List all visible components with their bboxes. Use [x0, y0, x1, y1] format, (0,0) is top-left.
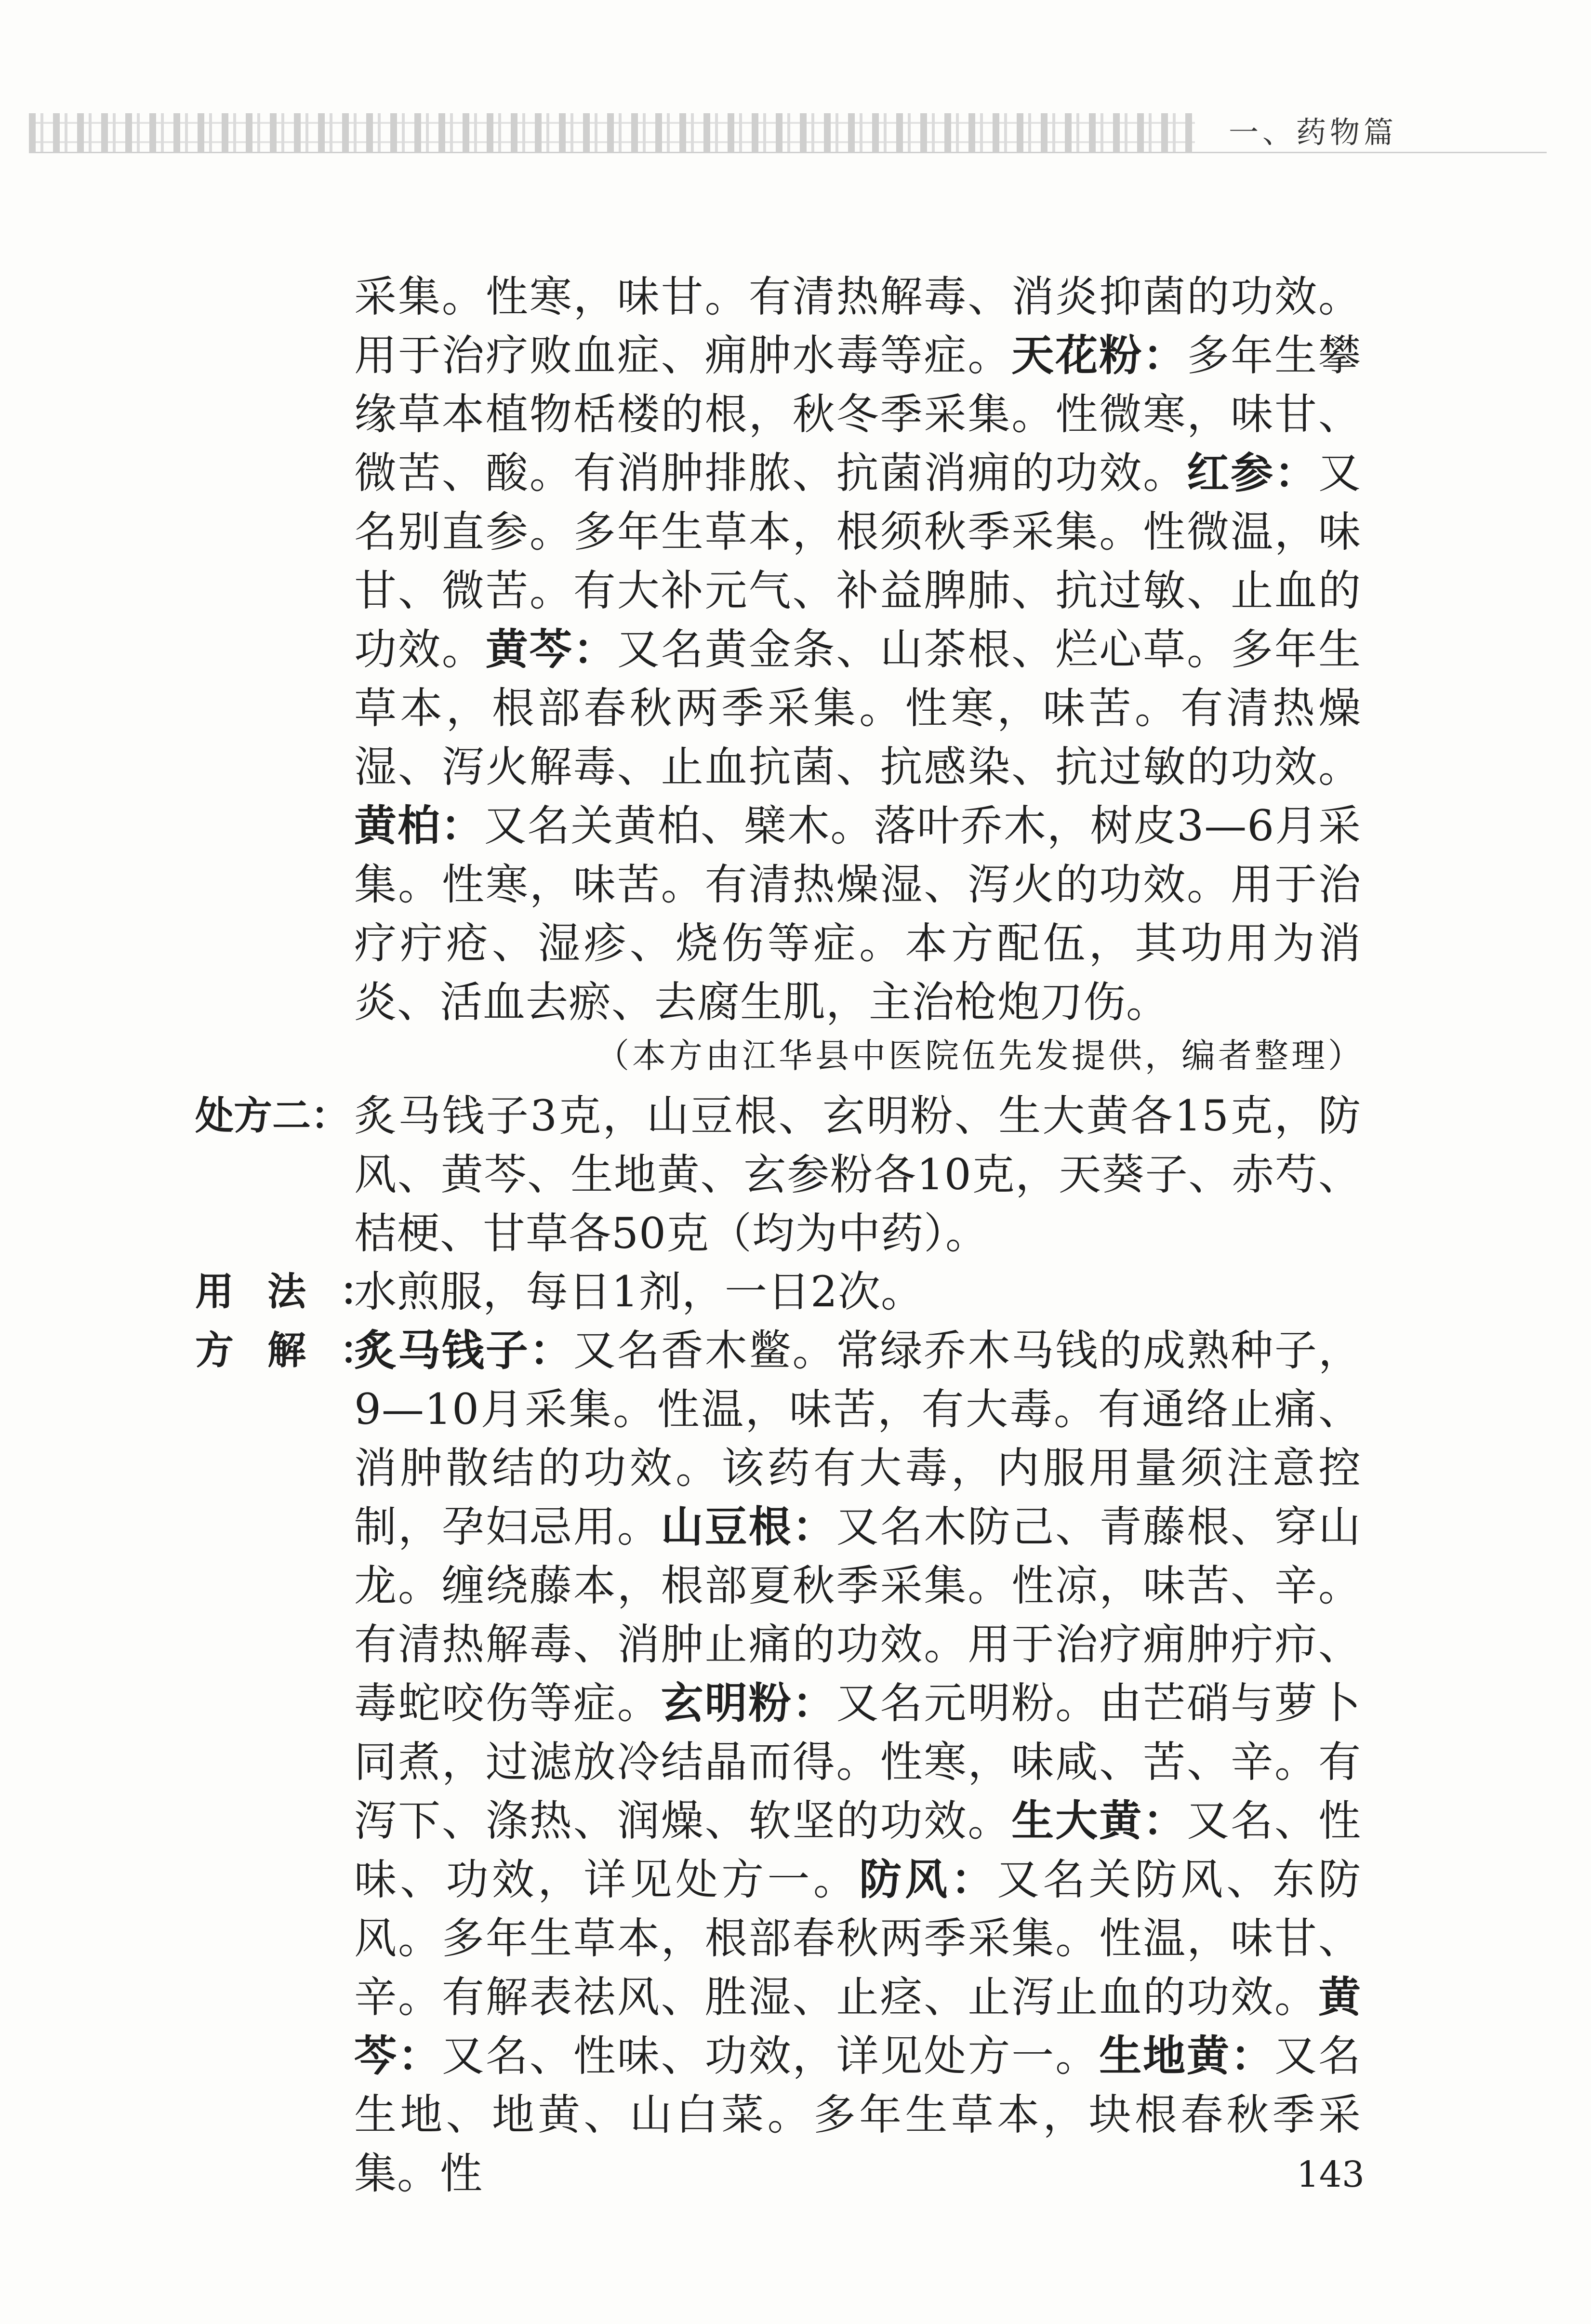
herb-name: 黄芩：	[485, 624, 617, 674]
herb-name: 生大黄：	[1011, 1796, 1187, 1846]
text-segment: 又名生地、地黄、山白菜。多年生草本，块根春秋季采集。性	[354, 2031, 1361, 2198]
chapter-title: 一、药物篇	[1229, 115, 1398, 150]
text-segment: 又名木防己、青藤根、穿山龙。缠绕藤本，根部夏秋季采集。性凉，味苦、辛。有清热解毒、消肿止痛的功效。用于治疗痈肿疔疖、毒蛇咬伤等症。	[354, 1502, 1361, 1728]
source-attribution: （本方由江华县中医院伍先发提供，编者整理）	[596, 1036, 1365, 1076]
paragraph-continuation	[354, 267, 1361, 1032]
section-label: 用法：	[195, 1269, 412, 1314]
herb-name: 玄明粉：	[661, 1678, 836, 1728]
text-segment: 又名关黄柏、檗木。落叶乔木，树皮3—6月采集。性寒，味苦。有清热燥湿、泻火的功效。用于治疗疔疮、湿疹、烧伤等症。本方配伍，其功用为消炎、活血去瘀、去腐生肌，主治枪炮刀伤。	[354, 801, 1361, 1027]
decorative-border	[29, 113, 1195, 152]
prescription-text: 炙马钱子3克，山豆根、玄明粉、生大黄各15克，防风、黄芩、生地黄、玄参粉各10克，天葵子、赤芍、桔梗、甘草各50克（均为中药）。	[354, 1091, 1361, 1258]
text-segment: 又名香木鳖。常绿乔木马钱的成熟种子，9—10月采集。性温，味苦，有大毒。有通络止痛、消肿散结的功效。该药有大毒，内服用量须注意控制，孕妇忌用。	[354, 1326, 1361, 1552]
herb-name: 炙马钱子：	[354, 1326, 573, 1375]
herb-name: 防风：	[859, 1855, 997, 1904]
text-segment: 又名别直参。多年生草本，根须秋季采集。性微温，味甘、微苦。有大补元气、补益脾肺、抗过敏、止血的功效。	[354, 448, 1361, 674]
herb-name: 红参：	[1187, 448, 1318, 498]
usage-section	[195, 1262, 1361, 1321]
section-label: 方解：	[195, 1328, 412, 1373]
explanation-section	[195, 1321, 1361, 2203]
text-segment: 又名元明粉。由芒硝与萝卜同煮，过滤放冷结晶而得。性寒，味咸、苦、辛。有泻下、涤热、润燥、软坚的功效。	[354, 1678, 1361, 1846]
herb-name: 山豆根：	[661, 1502, 836, 1552]
text-segment: 又名关防风、东防风。多年生草本，根部春秋两季采集。性温，味甘、辛。有解表祛风、胜湿、止痉、止泻止血的功效。	[354, 1855, 1361, 2022]
text-segment: 又名黄金条、山茶根、烂心草。多年生草本，根部春秋两季采集。性寒，味苦。有清热燥湿、泻火解毒、止血抗菌、抗感染、抗过敏的功效。	[354, 624, 1361, 792]
section-label: 处方二：	[195, 1093, 349, 1138]
usage-text: 水煎服，每日1剂，一日2次。	[354, 1267, 924, 1316]
text-segment: 又名、性味、功效，详见处方一。	[441, 2031, 1100, 2081]
herb-name: 生地黄：	[1099, 2031, 1274, 2081]
prescription-two	[195, 1087, 1361, 1263]
running-header	[29, 99, 1547, 157]
herb-name: 天花粉：	[1011, 331, 1187, 380]
explanation-text	[354, 1321, 1361, 2203]
page-number: 143	[1296, 2154, 1365, 2195]
text-segment: 多年生攀缘草本植物栝楼的根，秋冬季采集。性微寒，味甘、微苦、酸。有消肿排脓、抗菌消痈的功效。	[354, 331, 1361, 498]
herb-name: 黄柏：	[354, 801, 484, 850]
herb-name: 黄芩：	[354, 1972, 1361, 2081]
text-segment: 又名、性味、功效，详见处方一。	[354, 1796, 1361, 1904]
text-segment: 采集。性寒，味甘。有清热解毒、消炎抑菌的功效。用于治疗败血症、痈肿水毒等症。	[354, 272, 1361, 380]
header-rule	[29, 152, 1547, 153]
